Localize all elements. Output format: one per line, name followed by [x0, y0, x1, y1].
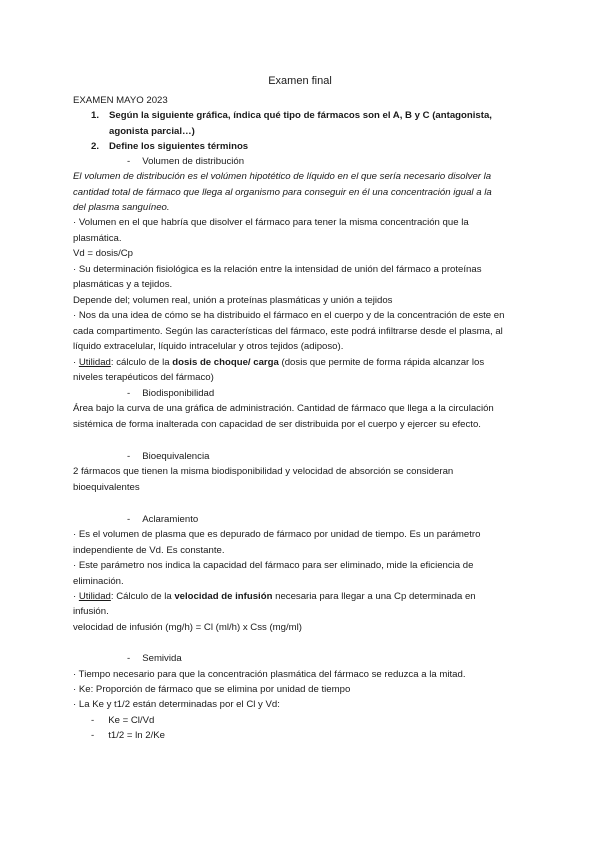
bullet-dash: - — [127, 156, 131, 167]
question-number: 2. — [91, 141, 100, 152]
bio-heading — [127, 386, 214, 402]
utility-text: : Cálculo de la — [110, 591, 175, 602]
section-heading: Semivida — [142, 653, 182, 664]
utility-text-end: necesaria para llegar a una Cp determinada en — [272, 591, 476, 602]
section-heading: Volumen de distribución — [142, 156, 245, 167]
utility-text: : cálculo de la — [110, 357, 173, 368]
bullet-dash: - — [91, 715, 95, 726]
bullet-dash: - — [127, 514, 131, 525]
bullet-dash: - — [127, 451, 131, 462]
question-1 — [91, 108, 492, 124]
vd-point-1b: plasmática. — [73, 233, 122, 244]
acl-formula: velocidad de infusión (mg/h) = Cl (ml/h) x Css (mg/ml) — [73, 622, 302, 633]
acl-line-1: · Es el volumen de plasma que es depurado de fármaco por unidad de tiempo. Es un parámetro — [73, 529, 481, 540]
acl-line-3: · Este parámetro nos indica la capacidad del fármaco para ser eliminado, mide la eficiencia de — [73, 560, 474, 571]
vd-point-4c: líquido extracelular, líquido intracelular y otros tejidos (adiposo). — [73, 341, 344, 352]
bullet-dash: - — [127, 653, 131, 664]
semi-line-1: · Tiempo necesario para que la concentración plasmática del fármaco se reduzca a la mitad. — [73, 669, 466, 680]
bio-line-2: sistémica de forma inalterada con capacidad de ser distribuida por el cuerpo y ejercer su efecto. — [73, 419, 481, 430]
vd-heading — [127, 154, 244, 170]
vd-point-3: Depende del; volumen real, unión a proteínas plasmáticas y unión a tejidos — [73, 295, 393, 306]
document-title: Examen final — [268, 75, 332, 87]
bullet-dash: - — [91, 730, 95, 741]
section-heading: Biodisponibilidad — [142, 388, 215, 399]
formula-text: t1/2 = ln 2/Ke — [108, 730, 166, 741]
bullet: · — [73, 591, 79, 602]
question-2 — [91, 139, 248, 155]
question-number: 1. — [91, 110, 100, 121]
semi-formula-1 — [91, 713, 154, 729]
question-text: Define los siguientes términos — [109, 141, 249, 152]
utility-bold: velocidad de infusión — [174, 591, 273, 602]
semi-line-2: · Ke: Proporción de fármaco que se elimina por unidad de tiempo — [73, 684, 351, 695]
exam-subtitle: EXAMEN MAYO 2023 — [73, 95, 168, 106]
semi-formula-2 — [91, 728, 165, 744]
vd-definition-2: cantidad total de fármaco que llega al organismo para conseguir en él una concentración igual a la — [73, 187, 492, 198]
question-1-cont: agonista parcial…) — [109, 126, 195, 137]
vd-definition-3: del plasma sanguíneo. — [73, 202, 170, 213]
vd-point-2b: plasmáticas y a tejidos. — [73, 279, 173, 290]
bioeq-line-1: 2 fármacos que tienen la misma biodisponibilidad y velocidad de absorción se consideran — [73, 466, 454, 477]
bio-line-1: Área bajo la curva de una gráfica de administración. Cantidad de fármaco que llega a la circulación — [73, 403, 494, 414]
utility-text-end: (dosis que permite de forma rápida alcanzar los — [278, 357, 485, 368]
utility-bold: dosis de choque/ carga — [172, 357, 279, 368]
vd-point-4a: · Nos da una idea de cómo se ha distribuido el fármaco en el cuerpo y de la concentración de este en — [73, 310, 505, 321]
bioeq-heading — [127, 449, 209, 465]
vd-point-2a: · Su determinación fisiológica es la relación entre la intensidad de unión del fármaco a proteínas — [73, 264, 482, 275]
acl-utility-cont: infusión. — [73, 606, 109, 617]
formula-text: Ke = Cl/Vd — [108, 715, 155, 726]
vd-utility — [73, 355, 484, 371]
bioeq-line-2: bioequivalentes — [73, 482, 140, 493]
acl-utility — [73, 589, 476, 605]
vd-utility-cont: niveles terapéuticos del fármaco) — [73, 372, 214, 383]
vd-point-1a: · Volumen en el que habría que disolver el fármaco para tener la misma concentración que la — [73, 217, 469, 228]
semi-line-3: · La Ke y t1/2 están determinadas por el Cl y Vd: — [73, 699, 280, 710]
section-heading: Aclaramiento — [142, 514, 199, 525]
bullet: · — [73, 357, 79, 368]
acl-heading — [127, 512, 198, 528]
question-text: Según la siguiente gráfica, índica qué tipo de fármacos son el A, B y C (antagonista, — [109, 110, 492, 121]
vd-point-4b: cada compartimento. Según las características del fármaco, este podrá infiltrarse desde el plasma, al — [73, 326, 503, 337]
acl-line-2: independiente de Vd. Es constante. — [73, 545, 225, 556]
bullet-dash: - — [127, 388, 131, 399]
utility-label: Utilidad — [78, 591, 111, 602]
vd-formula: Vd = dosis/Cp — [73, 248, 133, 259]
acl-line-4: eliminación. — [73, 576, 124, 587]
section-heading: Bioequivalencia — [142, 451, 210, 462]
vd-definition-1: El volumen de distribución es el volúmen hipotético de líquido en el que sería necesario disolver la — [73, 171, 492, 182]
semi-heading — [127, 651, 182, 667]
utility-label: Utilidad — [78, 357, 111, 368]
